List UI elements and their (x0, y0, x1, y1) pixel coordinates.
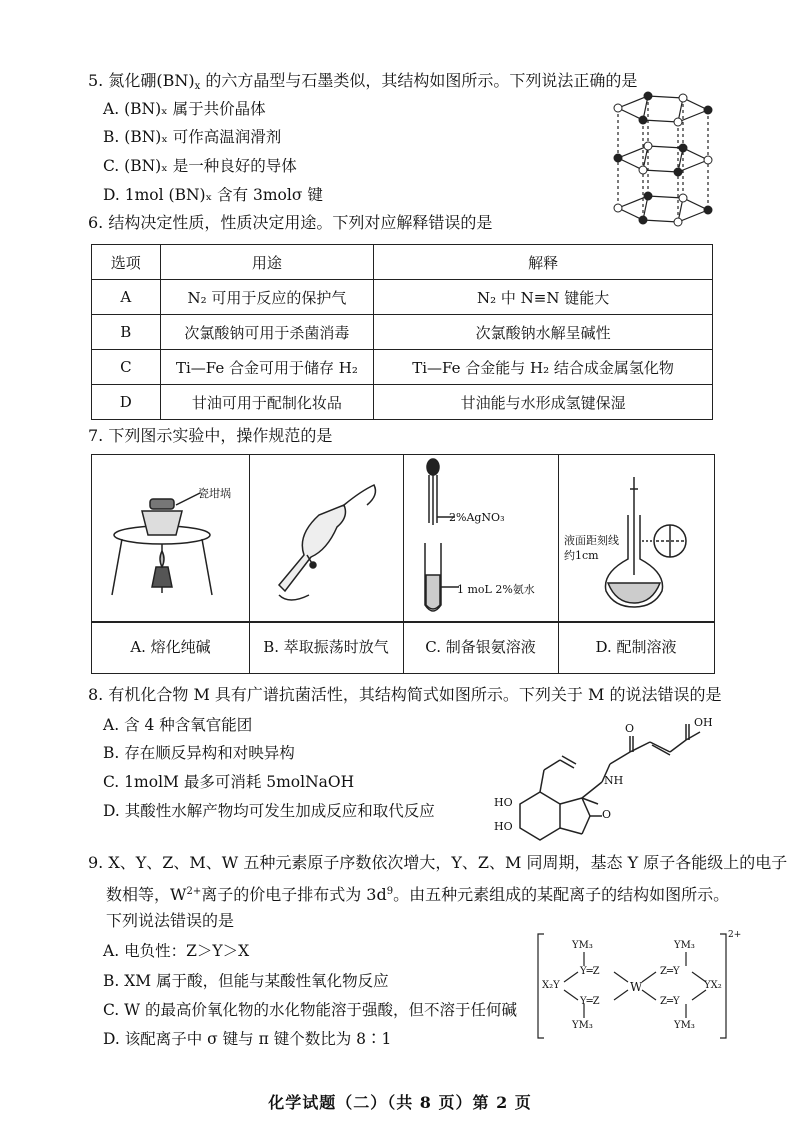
o-label: O (625, 722, 635, 735)
ym3-label: YM₃ (674, 1020, 695, 1031)
table-cell: 次氯酸钠可用于杀菌消毒 (160, 315, 374, 350)
crucible-heating-icon (92, 455, 249, 621)
w-center-label: W (630, 980, 643, 994)
q5-option-b[interactable]: B. (BN)ₓ 可作高温润滑剂 (103, 128, 282, 146)
q5-option-a[interactable]: A. (BN)ₓ 属于共价晶体 (103, 100, 266, 118)
table-cell: A (92, 280, 161, 315)
q5-stem: 5. 氮化硼$(BN)_x$ 的六方晶型与石墨类似，其结构如图所示。下列说法正确的是 (88, 71, 638, 92)
bn-layer-middle (618, 146, 708, 172)
table-header: 用途 (160, 245, 374, 280)
charge-label: 2+ (728, 930, 742, 940)
q8-stem: 8. 有机化合物 M 具有广谱抗菌活性，其结构简式如图所示。下列关于 M 的说法错误的是 (88, 685, 722, 704)
agno3-label: 2%AgNO₃ (449, 511, 505, 524)
x2y-label: X₂Y (542, 980, 560, 991)
table-cell: 甘油能与水形成氢键保湿 (374, 385, 713, 420)
table-cell: N₂ 中 N≡N 键能大 (374, 280, 713, 315)
ammonia-label: 1 moL 2%氨水 (457, 583, 535, 596)
q7-caption-d: D. 配制溶液 (595, 638, 677, 656)
q6-table (91, 244, 713, 420)
q9-option-a[interactable]: A. 电负性：Z＞Y＞X (103, 942, 250, 960)
q7-caption-c: C. 制备银氨溶液 (425, 638, 536, 656)
table-cell: Ti—Fe 合金可用于储存 H₂ (160, 350, 374, 385)
table-cell: 次氯酸钠水解呈碱性 (374, 315, 713, 350)
oh-label: OH (694, 716, 713, 729)
ho-label: HO (494, 820, 513, 833)
ym3-label: YM₃ (572, 940, 593, 951)
q8-option-b[interactable]: B. 存在顺反异构和对映异构 (103, 744, 295, 762)
ho-label: HO (494, 796, 513, 809)
table-cell: B (92, 315, 161, 350)
q7-option-b[interactable] (249, 455, 404, 673)
bn-layer-top (618, 96, 708, 122)
q7-experiment-panel (91, 454, 715, 674)
q5-option-c[interactable]: C. (BN)ₓ 是一种良好的导体 (103, 157, 297, 175)
crucible-label: 瓷坩埚 (198, 487, 231, 500)
q5-option-d[interactable]: D. 1mol (BN)ₓ 含有 3molσ 键 (103, 186, 323, 204)
yx2-label: YX₂ (704, 980, 722, 991)
q9-option-c[interactable]: C. W 的最高价氧化物的水化物能溶于强酸，但不溶于任何碱 (103, 1001, 518, 1019)
q7-option-c[interactable] (403, 455, 559, 673)
o-label: O (602, 808, 612, 821)
separatory-funnel-icon (249, 455, 403, 621)
q9-stem-line1: 9. X、Y、Z、M、W 五种元素原子序数依次增大，Y、Z、M 同周期，基态 Y 原子各能级上的电子 (88, 853, 788, 872)
ym3-label: YM₃ (572, 1020, 593, 1031)
q8-molecule-structure (490, 712, 720, 848)
flask-label: 液面距刻线约1cm (564, 534, 619, 562)
table-row[interactable] (92, 350, 713, 385)
q7-stem: 7. 下列图示实验中，操作规范的是 (88, 426, 333, 445)
page-footer: 化学试题（二）（共 8 页）第 2 页 (268, 1093, 532, 1112)
q6-stem: 6. 结构决定性质，性质决定用途。下列对应解释错误的是 (88, 213, 493, 232)
nh-label: NH (604, 774, 624, 787)
table-cell: Ti—Fe 合金能与 H₂ 结合成金属氢化物 (374, 350, 713, 385)
ym3-label: YM₃ (674, 940, 695, 951)
q9-stem-line3: 下列说法错误的是 (106, 911, 235, 930)
q9-complex-ion-structure: YM₃ YM₃ YM₃ YM₃ X₂Y YX₂ W 2+ Y═Z Y═Z Z═Y Z═Y (536, 930, 736, 1042)
table-cell: C (92, 350, 161, 385)
table-row[interactable] (92, 315, 713, 350)
table-row[interactable] (92, 280, 713, 315)
table-cell: 甘油可用于配制化妆品 (160, 385, 374, 420)
table-cell: D (92, 385, 161, 420)
table-header: 解释 (374, 245, 713, 280)
table-header: 选项 (92, 245, 161, 280)
q8-option-d[interactable]: D. 其酸性水解产物均可发生加成反应和取代反应 (103, 802, 435, 820)
q7-caption-b: B. 萃取振荡时放气 (263, 638, 389, 656)
q9-option-b[interactable]: B. XM 属于酸，但能与某酸性氧化物反应 (103, 972, 389, 990)
bn-crystal-structure-figure (598, 88, 728, 238)
q7-option-a[interactable] (92, 455, 250, 673)
q8-option-a[interactable]: A. 含 4 种含氧官能团 (103, 716, 253, 734)
q7-caption-a: A. 熔化纯碱 (130, 638, 211, 656)
bn-layer-bottom (618, 196, 708, 222)
q9-option-d[interactable]: D. 该配离子中 σ 键与 π 键个数比为 8∶1 (103, 1030, 392, 1048)
q9-stem-line2: 数相等，$W^{2+}$离子的价电子排布式为 $3d^9$。由五种元素组成的某配离子的结构如图所示。 (106, 885, 730, 904)
table-header-row (92, 245, 713, 280)
q7-option-d[interactable] (558, 455, 714, 673)
table-cell: N₂ 可用于反应的保护气 (160, 280, 374, 315)
table-row[interactable] (92, 385, 713, 420)
q8-option-c[interactable]: C. 1molM 最多可消耗 5molNaOH (103, 773, 355, 791)
